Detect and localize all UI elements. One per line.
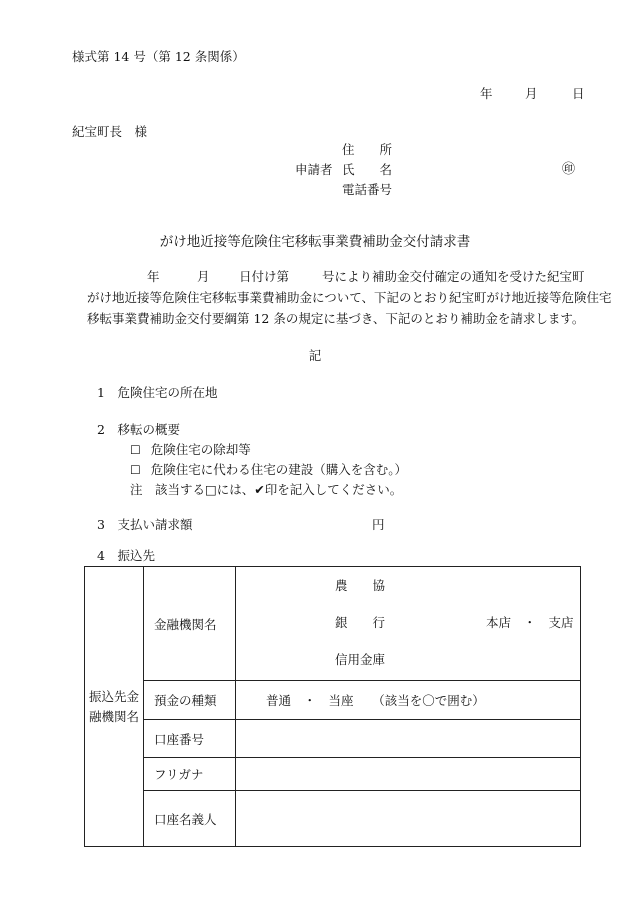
body-paragraph bbox=[87, 266, 612, 329]
applicant-address-label: 住 所 bbox=[342, 142, 393, 157]
item-3-yen-unit: 円 bbox=[372, 517, 385, 532]
bank-transfer-table bbox=[84, 566, 581, 847]
applicant-phone-label: 電話番号 bbox=[342, 182, 393, 197]
institution-name-label: 金融機関名 bbox=[144, 567, 236, 681]
item-4-transfer: 4 振込先 bbox=[97, 548, 155, 563]
ginko-label: 銀 行 bbox=[335, 615, 386, 630]
date-year-label: 年 bbox=[480, 86, 493, 101]
body-day: 日付け第 bbox=[239, 269, 290, 284]
date-day-label: 日 bbox=[572, 86, 585, 101]
furigana-label: フリガナ bbox=[144, 758, 236, 791]
account-holder-label: 口座名義人 bbox=[144, 791, 236, 847]
item-3-amount: 3 支払い請求額 bbox=[97, 517, 193, 532]
checkbox-icon[interactable]: ☐ bbox=[130, 463, 141, 477]
item-1-location: 1 危険住宅の所在地 bbox=[97, 385, 218, 400]
document-title: がけ地近接等危険住宅移転事業費補助金交付請求書 bbox=[159, 234, 471, 250]
body-month: 月 bbox=[197, 269, 210, 284]
transfer-institution-group-label: 振込先金 融機関名 bbox=[85, 567, 144, 847]
item-2-note: 注 該当する□には、✔印を記入してください。 bbox=[130, 482, 403, 497]
account-holder-field[interactable] bbox=[236, 791, 581, 847]
item-2-option-construction: ☐ 危険住宅に代わる住宅の建設（購入を含む。） bbox=[130, 462, 408, 477]
institution-name-field[interactable] bbox=[236, 567, 581, 681]
applicant-label: 申請者 bbox=[295, 162, 333, 177]
item-2-relocation: 2 移転の概要 bbox=[97, 422, 180, 437]
furigana-field[interactable] bbox=[236, 758, 581, 791]
applicant-name-label: 氏 名 bbox=[342, 162, 393, 177]
seal-mark: ㊞ bbox=[562, 162, 576, 177]
body-year: 年 bbox=[147, 269, 160, 284]
item-2-option-demolition: ☐ 危険住宅の除却等 bbox=[130, 442, 251, 457]
deposit-type-options[interactable]: 普通 ・ 当座 （該当を〇で囲む） bbox=[236, 681, 581, 720]
shinkin-label: 信用金庫 bbox=[335, 652, 386, 667]
date-month-label: 月 bbox=[525, 86, 538, 101]
form-number: 様式第 14 号（第 12 条関係） bbox=[72, 49, 245, 64]
account-number-label: 口座番号 bbox=[144, 720, 236, 758]
account-number-field[interactable] bbox=[236, 720, 581, 758]
body-line1-rest: 号により補助金交付確定の通知を受けた紀宝町 bbox=[322, 269, 585, 284]
deposit-type-label: 預金の種類 bbox=[144, 681, 236, 720]
body-line-2: がけ地近接等危険住宅移転事業費補助金について、下記のとおり紀宝町がけ地近接等危険住宅 bbox=[87, 290, 612, 305]
ki-marker: 記 bbox=[308, 348, 322, 363]
checkbox-icon[interactable]: ☐ bbox=[130, 443, 141, 457]
addressee: 紀宝町長 様 bbox=[72, 124, 148, 139]
body-line-3: 移転事業費補助金交付要綱第 12 条の規定に基づき、下記のとおり補助金を請求します。 bbox=[87, 311, 585, 326]
branch-label: 本店 ・ 支店 bbox=[486, 615, 574, 630]
body-line-1 bbox=[87, 266, 585, 287]
nokyo-label: 農 協 bbox=[335, 578, 386, 593]
